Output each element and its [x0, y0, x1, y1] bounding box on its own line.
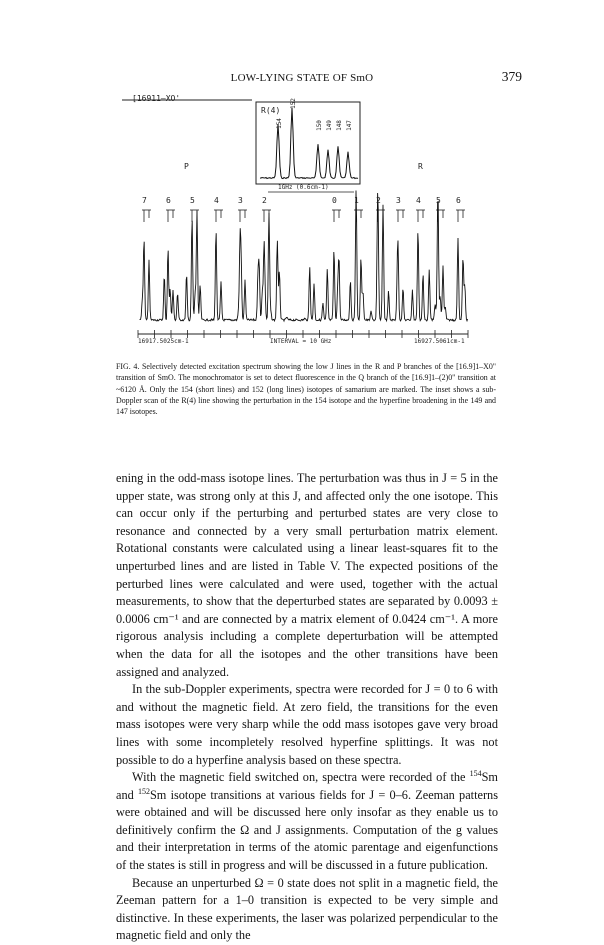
inset-iso-152: 152 [289, 98, 297, 109]
paragraph-1: ening in the odd-mass isotope lines. The perturbation was thus in J = 5 in the upper state, was strong only at this J, and affected only the one isotope. This can occur only if the perturbing and perturbed states are very close to resonance and connected by a very small perturbation matrix element. Rotational constants were calculated using a linear least-squares fit to the unperturbed lines and are listed in Table V. The expected positions of the perturbed lines were calculated and were used, together with the actual measurements, to show that the deperturbed states are separated by 0.0093 ± 0.0006 cm⁻¹ and are connected by a matrix element of 0.0424 cm⁻¹. A more rigorous analysis including a complete deperturbation will be attempted when the data for all the isotopes and the other transitions have been assigned and analyzed. [116, 471, 498, 679]
paragraph-2: In the sub-Doppler experiments, spectra were recorded for J = 0 to 6 with and without the magnetic field. At zero field, the transitions for the even mass isotopes were very sharp while the odd mass isotopes gave very broad lines with some incompletely resolved hyperfine splittings. It was not possible to do a hyperfine analysis based on these spectra. [116, 682, 498, 767]
inset-scale-label: 1GHz (0.6cm-1) [278, 184, 329, 191]
p-j-5: 5 [190, 196, 195, 205]
axis-mid-label: INTERVAL = 10 GHz [270, 338, 332, 345]
body-text [116, 470, 498, 945]
p-branch-label: P [184, 162, 189, 171]
band-label: [16911—XO' [132, 94, 181, 103]
figure-caption: FIG. 4. Selectively detected excitation spectrum showing the low J lines in the R and P branches of the [16.9]1–X0" transition of SmO. The monochromator is set to detect fluorescence in the Q branch of the [16.9]1–(2)0" transition at ~6120 Å. Only the 154 (short lines) and 152 (long lines) isotopes of samarium are marked. The inset shows a sub-Doppler scan of the R(4) line showing the perturbation in the 154 isotope and the hyperfine broadening in the 149 and 147 isotopes. [116, 362, 496, 417]
inset-iso-148: 148 [335, 120, 343, 131]
r-j-0: 0 [332, 196, 337, 205]
paragraph-3 [116, 769, 498, 875]
inset-iso-154: 154 [275, 118, 283, 129]
p-j-3: 3 [238, 196, 243, 205]
p-j-4: 4 [214, 196, 219, 205]
page-number: 379 [501, 69, 522, 84]
paragraph-3-text-a: With the magnetic field switched on, spectra were recorded of the [132, 770, 470, 785]
r-j-6: 6 [456, 196, 461, 205]
isotope-154-superscript: 154 [469, 769, 482, 778]
axis-left-label: 16917.5025cm-1 [138, 338, 189, 345]
paragraph-4: Because an unperturbed Ω = 0 state does not split in a magnetic field, the Zeeman pattern for a 1–0 transition is expected to be very simple and distinctive. In these experiments, the laser was polarized perpendicular to the magnetic field and only the [116, 875, 498, 943]
r-j-1: 1 [354, 196, 359, 205]
paragraph-3-text-c: Sm isotope transitions at various fields for J = 0–6. Zeeman patterns were obtained and will be discussed here only insofar as they enable us to definitively confirm the Ω and J assignments. Computation of the g values and their interpretation in terms of the atomic parentage and eigenfunctions of the states is still in progress and will be discussed in a future publication. [116, 787, 498, 873]
running-title: LOW-LYING STATE OF SmO [230, 72, 374, 84]
r-j-2: 2 [376, 196, 381, 205]
isotope-152-superscript: 152 [137, 786, 150, 796]
spectrum-plot [118, 94, 488, 350]
r-j-3: 3 [396, 196, 401, 205]
p-j-7: 7 [142, 196, 147, 205]
spectrum-figure [118, 94, 488, 350]
inset-iso-150: 150 [315, 120, 323, 131]
axis-right-label: 16927.5061cm-1 [414, 338, 465, 345]
r-j-4: 4 [416, 196, 421, 205]
inset-line-label: R(4) [261, 106, 281, 115]
inset-iso-147: 147 [345, 120, 353, 131]
r-branch-label: R [418, 162, 423, 171]
paragraph-3-text-b: Sm and [116, 770, 498, 802]
p-j-2: 2 [262, 196, 267, 205]
r-j-5: 5 [436, 196, 441, 205]
inset-iso-149: 149 [325, 120, 333, 131]
p-j-6: 6 [166, 196, 171, 205]
